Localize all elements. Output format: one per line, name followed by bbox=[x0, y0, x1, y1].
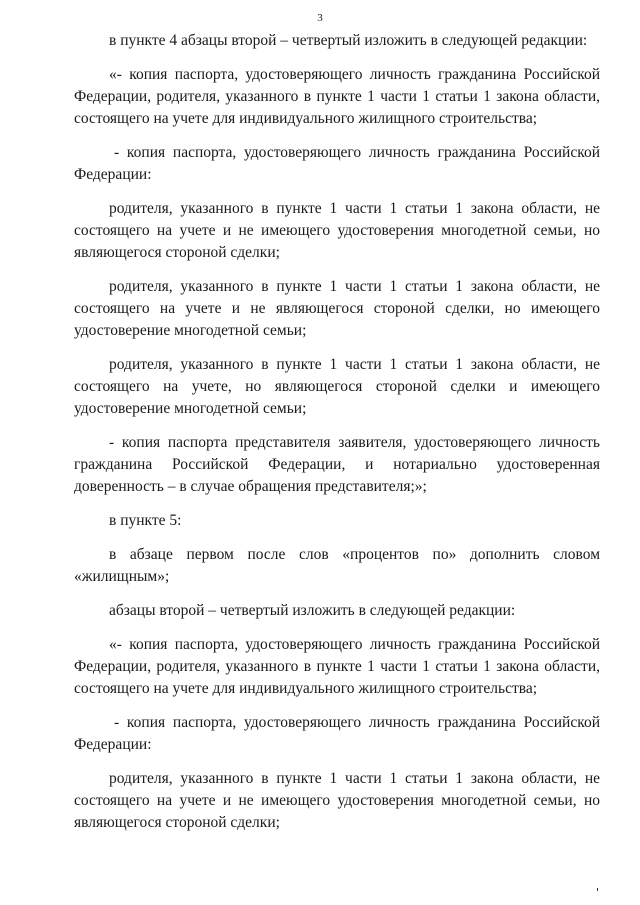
paragraph: в пункте 5: bbox=[109, 512, 182, 529]
paragraph: абзацы второй – четвертый изложить в следующей редакции: bbox=[109, 602, 516, 619]
scan-mark bbox=[597, 888, 598, 891]
document-body bbox=[74, 30, 600, 834]
paragraph: «- копия паспорта, удостоверяющего личность гражданина Российской Федерации, родителя, указанного в пункте 1 части 1 статьи 1 закона области, состоящего на учете для индивидуального жилищного строительства; bbox=[74, 66, 600, 127]
paragraph: - копия паспорта, удостоверяющего личность гражданина Российской Федерации: bbox=[74, 714, 600, 753]
paragraph: - копия паспорта, удостоверяющего личность гражданина Российской Федерации: bbox=[74, 144, 600, 183]
paragraph: родителя, указанного в пункте 1 части 1 статьи 1 закона области, не состоящего на учете и не имеющего удостоверения многодетной семьи, но являющегося стороной сделки; bbox=[74, 200, 600, 261]
paragraph: «- копия паспорта, удостоверяющего личность гражданина Российской Федерации, родителя, указанного в пункте 1 части 1 статьи 1 закона области, состоящего на учете для индивидуального жилищного строительства; bbox=[74, 636, 600, 697]
page-number: 3 bbox=[317, 12, 323, 24]
paragraph: родителя, указанного в пункте 1 части 1 статьи 1 закона области, не состоящего на учете и не имеющего удостоверения многодетной семьи, но являющегося стороной сделки; bbox=[74, 770, 600, 831]
paragraph: родителя, указанного в пункте 1 части 1 статьи 1 закона области, не состоящего на учете, но являющегося стороной сделки и имеющего удостоверение многодетной семьи; bbox=[74, 356, 600, 417]
paragraph: в пункте 4 абзацы второй – четвертый изложить в следующей редакции: bbox=[109, 32, 588, 49]
paragraph: - копия паспорта представителя заявителя, удостоверяющего личность гражданина Российской Федерации, и нотариально удостоверенная доверенность – в случае обращения представителя;»; bbox=[74, 434, 600, 495]
paragraph: в абзаце первом после слов «процентов по» дополнить словом «жилищным»; bbox=[74, 546, 600, 585]
paragraph: родителя, указанного в пункте 1 части 1 статьи 1 закона области, не состоящего на учете и не являющегося стороной сделки, но имеющего удостоверение многодетной семьи; bbox=[74, 278, 600, 339]
